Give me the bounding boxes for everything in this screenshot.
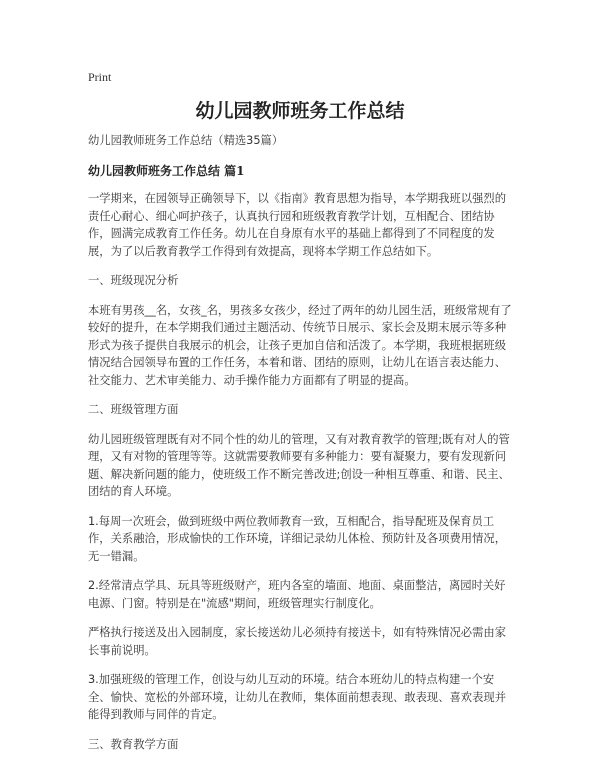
- document-subtitle: 幼儿园教师班务工作总结（精选35篇）: [88, 134, 284, 147]
- print-link[interactable]: Print: [88, 70, 112, 84]
- paragraph-management-overview: 幼儿园班级管理既有对不同个性的幼儿的管理，又有对教育教学的管理;既有对人的管理，又有对物的管理等等。这就需要教师要有多种能力：要有凝聚力，要有发现新问题、解决新问题的能力，使班级工作不断完善改进;创设一种相互尊重、和谐、民主、团结的育人环境。: [88, 432, 510, 498]
- paragraph-item-2: 2.经常清点学具、玩具等班级财产，班内各室的墙面、地面、桌面整洁，离园时关好电源、门窗。特别是在"流感"期间，班级管理实行制度化。: [88, 579, 506, 610]
- paragraph-class-status: 本班有男孩__名，女孩_名，男孩多女孩少，经过了两年的幼儿园生活，班级常规有了较好的提升，在本学期我们通过主题活动、传统节日展示、家长会及期末展示等多种形式为孩子提供自我展示的机会，让孩子更加自信和活泼了。本学期，我班根据班级情况结合园领导布置的工作任务，本着和谐、团结的原则，让幼儿在语言表达能力、社交能力、艺术审美能力、动手操作能力方面都有了明显的提高。: [88, 303, 512, 387]
- section-heading: 幼儿园教师班务工作总结 篇1: [88, 163, 245, 178]
- paragraph-intro: 一学期来，在园领导正确领导下，以《指南》教育思想为指导，本学期我班以强烈的责任心耐心、细心呵护孩子，认真执行园和班级教育教学计划，互相配合、团结协作，圆满完成教育工作任务。幼儿在自身原有水平的基础上都得到了不同程度的发展，为了以后教育教学工作得到有效提高，现将本学期工作总结如下。: [88, 192, 506, 258]
- paragraph-item-1: 1.每周一次班会，做到班级中两位教师教育一致，互相配合，指导配班及保育员工作，关系融洽，形成愉快的工作环境，详细记录幼儿体检、预防针及各项费用情况，无一错漏。: [88, 514, 506, 563]
- document-body: [88, 132, 516, 765]
- heading-class-management: 二、班级管理方面: [88, 403, 179, 416]
- document-title: 幼儿园教师班务工作总结: [195, 100, 405, 122]
- paragraph-item-3: 3.加强班级的管理工作，创设与幼儿互动的环境。结合本班幼儿的特点构建一个安全、愉快、宽松的外部环境，让幼儿在教师，集体面前想表现、敢表现、喜欢表现并能得到教师与同伴的肯定。: [88, 673, 506, 721]
- heading-teaching: 三、教育教学方面: [88, 737, 179, 751]
- paragraph-pickup-rules: 严格执行接送及出入园制度，家长接送幼儿必须持有接送卡，如有特殊情况必需由家长事前说明。: [88, 626, 506, 657]
- heading-class-status: 一、班级现况分析: [88, 274, 179, 287]
